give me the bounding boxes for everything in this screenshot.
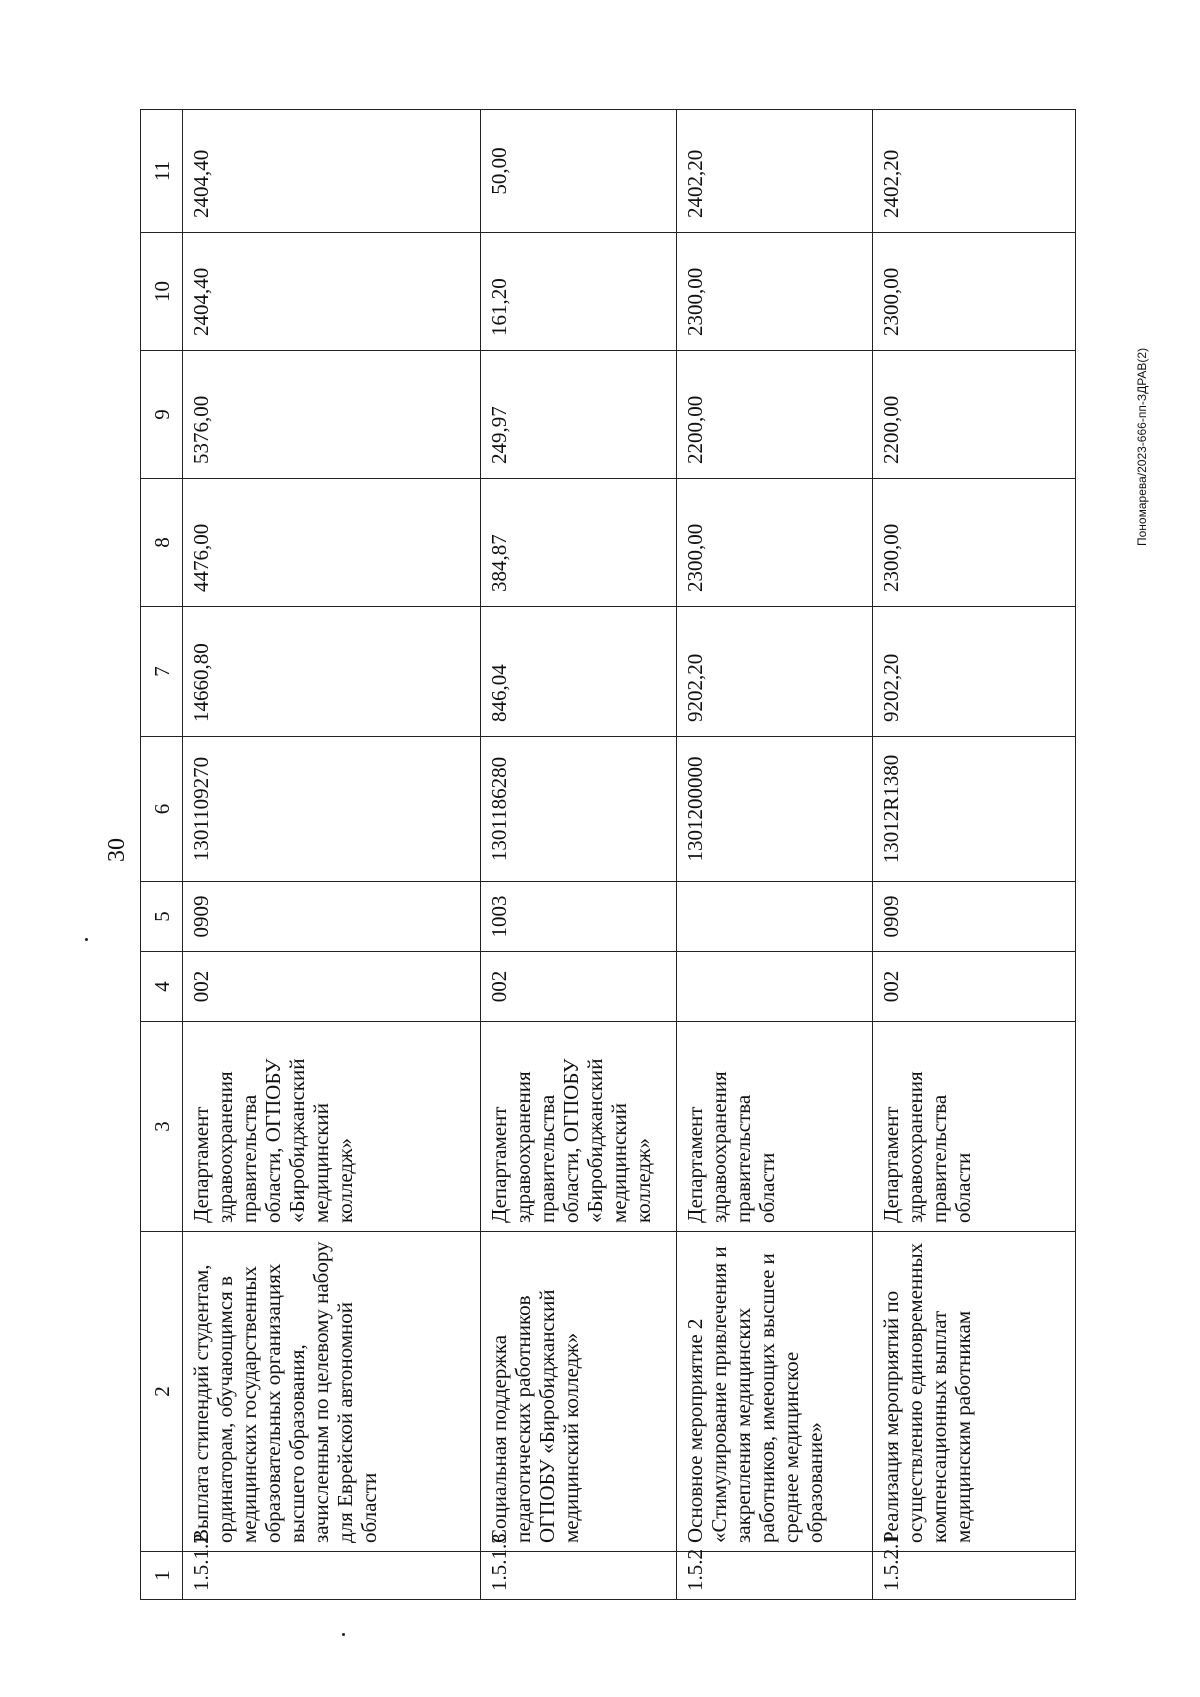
row-c9: 2200,00 bbox=[873, 351, 1076, 479]
row-c7: 9202,20 bbox=[873, 607, 1076, 737]
header-cell: 8 bbox=[141, 479, 183, 607]
budget-table bbox=[140, 109, 1076, 1600]
row-name: Основное мероприятие 2 «Стимулирование привлечения и закрепления медицинских работников, имеющих высшее и среднее медицинское образование» bbox=[677, 1232, 873, 1552]
row-c6: 1301109270 bbox=[183, 737, 481, 882]
row-executor: Департамент здравоохранения правительства области, ОГПОБУ «Биробиджанский медицинский колледж» bbox=[183, 1022, 481, 1232]
row-id: 1.5.2 bbox=[677, 1552, 873, 1600]
table-row bbox=[183, 110, 481, 1600]
row-id: 1.5.2.1 bbox=[873, 1552, 1076, 1600]
table-row bbox=[481, 110, 677, 1600]
row-executor: Департамент здравоохранения правительства области bbox=[873, 1022, 1076, 1232]
row-id: 1.5.1.2 bbox=[183, 1552, 481, 1600]
row-c10: 2300,00 bbox=[873, 233, 1076, 351]
page-number: 30 bbox=[104, 838, 130, 862]
row-name: Реализация мероприятий по осуществлению единовременных компенсационных выплат медицинским работникам bbox=[873, 1232, 1076, 1552]
row-c11: 2404,40 bbox=[183, 110, 481, 233]
header-cell: 5 bbox=[141, 882, 183, 952]
row-c5: 1003 bbox=[481, 882, 677, 952]
row-c9: 2200,00 bbox=[677, 351, 873, 479]
scan-speck bbox=[342, 1633, 345, 1636]
table-row bbox=[873, 110, 1076, 1600]
row-id: 1.5.1.3 bbox=[481, 1552, 677, 1600]
row-name: Выплата стипендий студентам, ординаторам, обучающимся в медицинских государственных образовательных организациях высшего образования, зачисленным по целевому набору для Еврейской автономной области bbox=[183, 1232, 481, 1552]
header-cell: 6 bbox=[141, 737, 183, 882]
row-c9: 249,97 bbox=[481, 351, 677, 479]
row-c4: 002 bbox=[481, 952, 677, 1022]
header-cell: 2 bbox=[141, 1232, 183, 1552]
row-c6: 1301186280 bbox=[481, 737, 677, 882]
row-c6: 1301200000 bbox=[677, 737, 873, 882]
header-cell: 1 bbox=[141, 1552, 183, 1600]
document-code: Пономарева/2023-666-пп-ЗДРАВ(2) bbox=[1135, 347, 1149, 546]
row-c8: 2300,00 bbox=[873, 479, 1076, 607]
row-c6: 13012R1380 bbox=[873, 737, 1076, 882]
header-cell: 3 bbox=[141, 1022, 183, 1232]
header-cell: 10 bbox=[141, 233, 183, 351]
row-c10: 161,20 bbox=[481, 233, 677, 351]
scan-speck bbox=[85, 938, 88, 941]
table-header-row bbox=[141, 110, 183, 1600]
header-cell: 4 bbox=[141, 952, 183, 1022]
row-c8: 384,87 bbox=[481, 479, 677, 607]
row-c7: 846,04 bbox=[481, 607, 677, 737]
table-rotator bbox=[140, 110, 1075, 1600]
header-cell: 11 bbox=[141, 110, 183, 233]
table-row bbox=[677, 110, 873, 1600]
row-executor: Департамент здравоохранения правительства области bbox=[677, 1022, 873, 1232]
row-c10: 2300,00 bbox=[677, 233, 873, 351]
row-c9: 5376,00 bbox=[183, 351, 481, 479]
row-c8: 4476,00 bbox=[183, 479, 481, 607]
header-cell: 9 bbox=[141, 351, 183, 479]
row-c5 bbox=[677, 882, 873, 952]
row-c11: 2402,20 bbox=[873, 110, 1076, 233]
row-c5: 0909 bbox=[873, 882, 1076, 952]
row-c5: 0909 bbox=[183, 882, 481, 952]
row-c4: 002 bbox=[873, 952, 1076, 1022]
row-c11: 50,00 bbox=[481, 110, 677, 233]
row-c8: 2300,00 bbox=[677, 479, 873, 607]
row-c11: 2402,20 bbox=[677, 110, 873, 233]
row-name: Социальная поддержка педагогических работников ОГПОБУ «Биробиджанский медицинский колледж» bbox=[481, 1232, 677, 1552]
row-c10: 2404,40 bbox=[183, 233, 481, 351]
row-executor: Департамент здравоохранения правительства области, ОГПОБУ «Биробиджанский медицинский колледж» bbox=[481, 1022, 677, 1232]
header-cell: 7 bbox=[141, 607, 183, 737]
row-c4: 002 bbox=[183, 952, 481, 1022]
row-c4 bbox=[677, 952, 873, 1022]
row-c7: 14660,80 bbox=[183, 607, 481, 737]
row-c7: 9202,20 bbox=[677, 607, 873, 737]
